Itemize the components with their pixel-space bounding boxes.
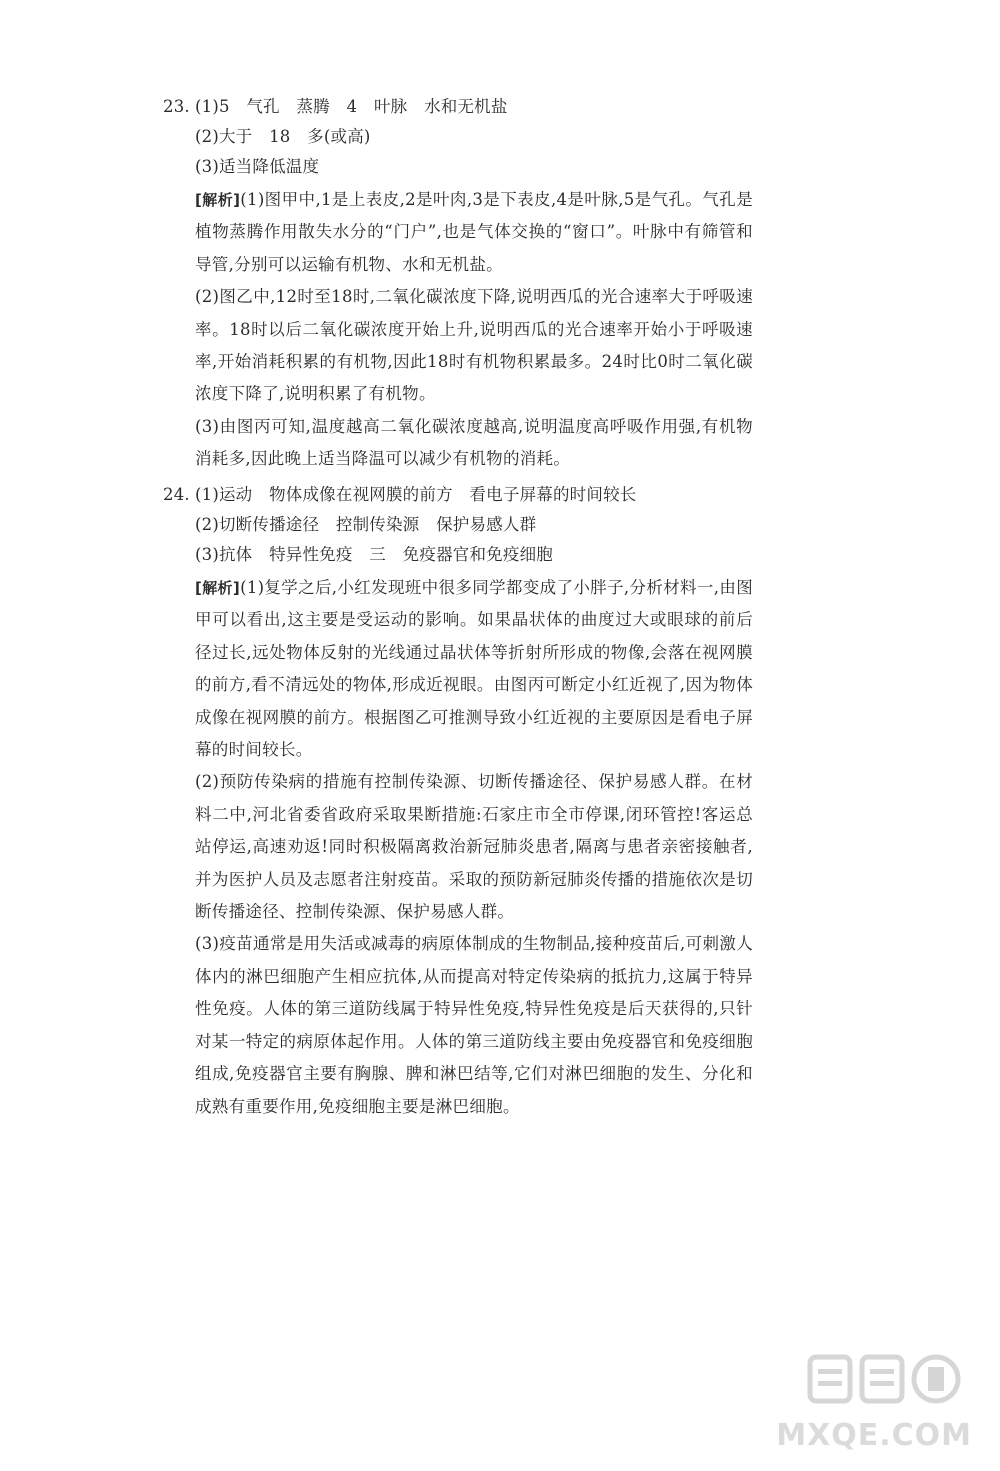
q23-number: 23. xyxy=(163,97,190,116)
q24-answer-2: (2)切断传播途径 控制传染源 保护易感人群 xyxy=(195,515,537,534)
q24-analysis-2: (2)预防传染病的措施有控制传染源、切断传播途径、保护易感人群。在材料二中,河北省委省政府采取果断措施:石家庄市全市停课,闭环管控!客运总站停运,高速劝返!同时积极隔离救治新冠肺炎患者,隔离与患者亲密接触者,并为医护人员及志愿者注射疫苗。采取的预防新冠肺炎传播的措施依次是切断传播途径、控制传染源、保护易感人群。 xyxy=(195,772,753,922)
q24-answer-1: 24. (1)运动 物体成像在视网膜的前方 看电子屏幕的时间较长 xyxy=(163,480,753,510)
q24-answer-3: (3)抗体 特异性免疫 三 免疫器官和免疫细胞 xyxy=(195,545,553,564)
q23-analysis-tag: [解析] xyxy=(195,191,241,209)
q23-answer-3: (3)适当降低温度 xyxy=(195,157,320,176)
q24-number: 24. xyxy=(163,485,190,504)
q23-analysis-3: (3)由图丙可知,温度越高二氧化碳浓度越高,说明温度高呼吸作用强,有机物消耗多,因此晚上适当降温可以减少有机物的消耗。 xyxy=(195,416,753,469)
q24-analysis-1: [解析](1)复学之后,小红发现班中很多同学都变成了小胖子,分析材料一,由图甲可以看出,这主要是受运动的影响。如果晶状体的曲度过大或眼球的前后径过长,远处物体反射的光线通过晶状体等折射所形成的物像,会落在视网膜的前方,看不清远处的物体,形成近视眼。由图丙可断定小红近视了,因为物体成像在视网膜的前方。根据图乙可推测导致小红近视的主要原因是看电子屏幕的时间较长。 xyxy=(195,578,753,760)
q24-analysis-3: (3)疫苗通常是用失活或减毒的病原体制成的生物制品,接种疫苗后,可刺激人体内的淋巴细胞产生相应抗体,从而提高对特定传染病的抵抗力,这属于特异性免疫。人体的第三道防线属于特异性免疫,特异性免疫是后天获得的,只针对某一特定的病原体起作用。人体的第三道防线主要由免疫器官和免疫细胞组成,免疫器官主要有胸腺、脾和淋巴结等,它们对淋巴细胞的发生、分化和成熟有重要作用,免疫细胞主要是淋巴细胞。 xyxy=(195,934,753,1116)
watermark-text: MXQE.COM xyxy=(776,1418,972,1453)
q23-answer-1: 23. (1)5 气孔 蒸腾 4 叶脉 水和无机盐 xyxy=(163,92,753,122)
q24-analysis-tag: [解析] xyxy=(195,579,241,597)
q23-analysis-1: [解析](1)图甲中,1是上表皮,2是叶肉,3是下表皮,4是叶脉,5是气孔。气孔是植物蒸腾作用散失水分的“门户”,也是气体交换的“窗口”。叶脉中有筛管和导管,分别可以运输有机物、水和无机盐。 xyxy=(195,190,753,274)
watermark-emblem-icon xyxy=(804,1347,964,1411)
q23-answer-2: (2)大于 18 多(或高) xyxy=(195,127,371,146)
watermark-logo xyxy=(776,1347,972,1453)
q23-analysis-2: (2)图乙中,12时至18时,二氧化碳浓度下降,说明西瓜的光合速率大于呼吸速率。18时以后二氧化碳浓度开始上升,说明西瓜的光合速率开始小于呼吸速率,开始消耗积累的有机物,因此18时有机物积累最多。24时比0时二氧化碳浓度下降了,说明积累了有机物。 xyxy=(195,287,753,404)
question-24 xyxy=(163,480,753,1123)
question-23 xyxy=(163,92,753,476)
